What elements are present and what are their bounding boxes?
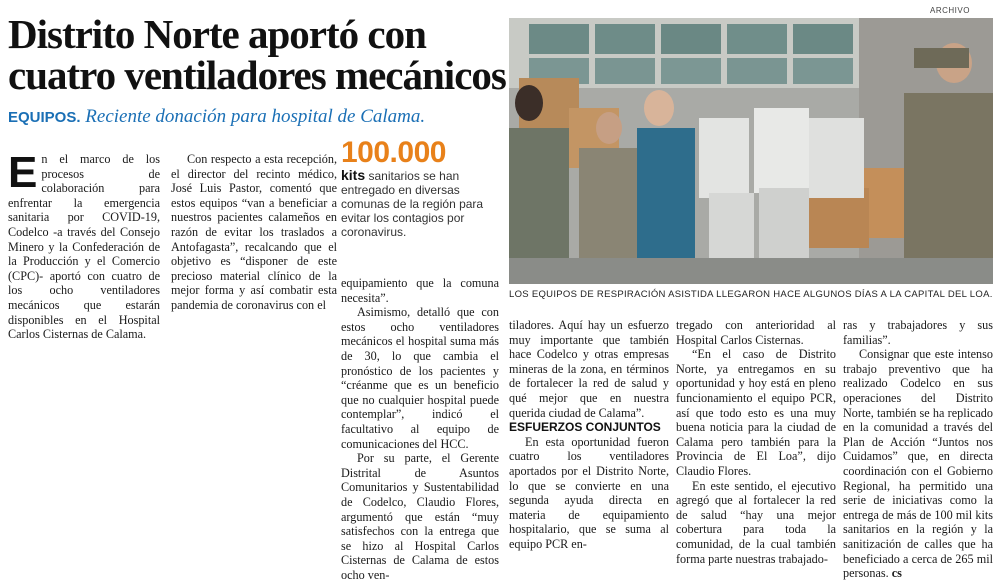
article-column-4	[509, 318, 669, 552]
article-photo	[509, 18, 993, 284]
paragraph-text: n el marco de los procesos de colaboración para enfrentar la emergencia sanitaria por COVID-19, Codelco -a través del Consejo Minero y la Confederación de la Producción y el Comercio (CPC)- aportó con cuatro de los ocho ventiladores mecánicos que estarán disponibles en el Hospital Carlos Cisternas de Calama.	[8, 152, 160, 342]
kicker	[8, 106, 503, 128]
paragraph: Por su parte, el Gerente Distrital de Asuntos Comunitarios y Sustentabilidad de Codelco, Claudio Flores, argumentó que están “muy satisfechos con la entrega que se hizo al Hospital Carlos Cisternas de Calama de estos ocho ven-	[341, 451, 499, 582]
paragraph: tregado con anterioridad al Hospital Carlos Cisternas.	[676, 318, 836, 347]
article-column-6	[843, 318, 993, 581]
drop-cap: E	[8, 148, 38, 197]
kicker-label: EQUIPOS.	[8, 109, 81, 126]
paragraph: equipamiento que la comuna necesita”.	[341, 276, 499, 305]
headline-line-1: Distrito Norte aportó con	[8, 11, 426, 57]
photo-caption: LOS EQUIPOS DE RESPIRACIÓN ASISTIDA LLEGARON HACE ALGUNOS DÍAS A LA CAPITAL DEL LOA.	[509, 289, 993, 300]
article-column-2	[171, 152, 337, 313]
stat-highlight	[341, 138, 501, 239]
paragraph: “En el caso de Distrito Norte, ya entregamos en su oportunidad y hoy está en pleno funcionamiento el equipo PCR, así que todo esto es una muy buena noticia para la ciudad de Calama pero también para la Provincia de El Loa”, dijo Claudio Flores.	[676, 347, 836, 478]
paragraph: En este sentido, el ejecutivo agregó que al fortalecer la red de salud “hay una mejor cobertura para toda la comunidad, de la cual también forma parte nuestras trabajado-	[676, 478, 836, 566]
stat-number: 100.000	[341, 136, 446, 169]
paragraph: Asimismo, detalló que con estos ocho ventiladores mecánicos el hospital suma más de 30, lo que cambia el pronóstico de los pacientes y “créanme que es un beneficio que no cualquier hospital puede contemplar”, indicó el facultativo al equipo de comunicaciones del HCC.	[341, 305, 499, 451]
paragraph: Con respecto a esta recepción, el director del recinto médico, José Luis Pastor, comentó que estos equipos “van a beneficiar a nuestros pacientes calameños en razón de evitar los traslados a Antofagasta”, recalcando que el objetivo es “disponer de este precioso material clínico de la mejor forma y así combatir esta pandemia de coronavirus con el	[171, 152, 337, 312]
paragraph: tiladores. Aquí hay un esfuerzo muy importante que también hace Codelco y otras empresas mineras de la zona, en términos de fortalecer la red de salud y qué mejor que en nuestra querida ciudad de Calama”.	[509, 318, 669, 420]
headline-line-2: cuatro ventiladores mecánicos	[8, 52, 506, 98]
article-column-1	[8, 148, 160, 342]
article-column-5	[676, 318, 836, 566]
photo-illustration	[509, 18, 993, 284]
stat-kits-label: kits	[341, 167, 366, 183]
paragraph	[8, 148, 160, 342]
section-subhead: ESFUERZOS CONJUNTOS	[509, 420, 661, 435]
photo-credit: ARCHIVO	[930, 6, 970, 15]
stat-text: sanitarios se han entregado en diversas comunas de la región para evitar los contagios por coronavirus.	[341, 169, 484, 239]
paragraph	[843, 347, 993, 581]
stat-text-block	[341, 168, 501, 239]
headline	[8, 11, 506, 98]
end-mark: cs	[891, 566, 902, 581]
paragraph-text: Consignar que este intenso trabajo preventivo que ha realizado Codelco en sus operaciones del Distrito Norte, también se ha replicado en la comunidad a través del Plan de Acción “Juntos nos Cuidamos” que, en directa coordinación con el Gobierno Regional, ha permitido una serie de iniciativas como la entrega de más de 100 mil kits sanitarios en la región y la sanitización de calles que ha beneficiado a cerca de 265 mil personas.	[843, 347, 993, 581]
kicker-subtitle: Reciente donación para hospital de Calama.	[85, 106, 426, 127]
article-column-3	[341, 276, 499, 582]
paragraph: En esta oportunidad fueron cuatro los ventiladores aportados por el Distrito Norte, lo que se convierte en una segunda ayuda directa en materia de equipamiento hospitalario, que se suma al equipo PCR en-	[509, 434, 669, 551]
paragraph: ras y trabajadores y sus familias”.	[843, 318, 993, 347]
